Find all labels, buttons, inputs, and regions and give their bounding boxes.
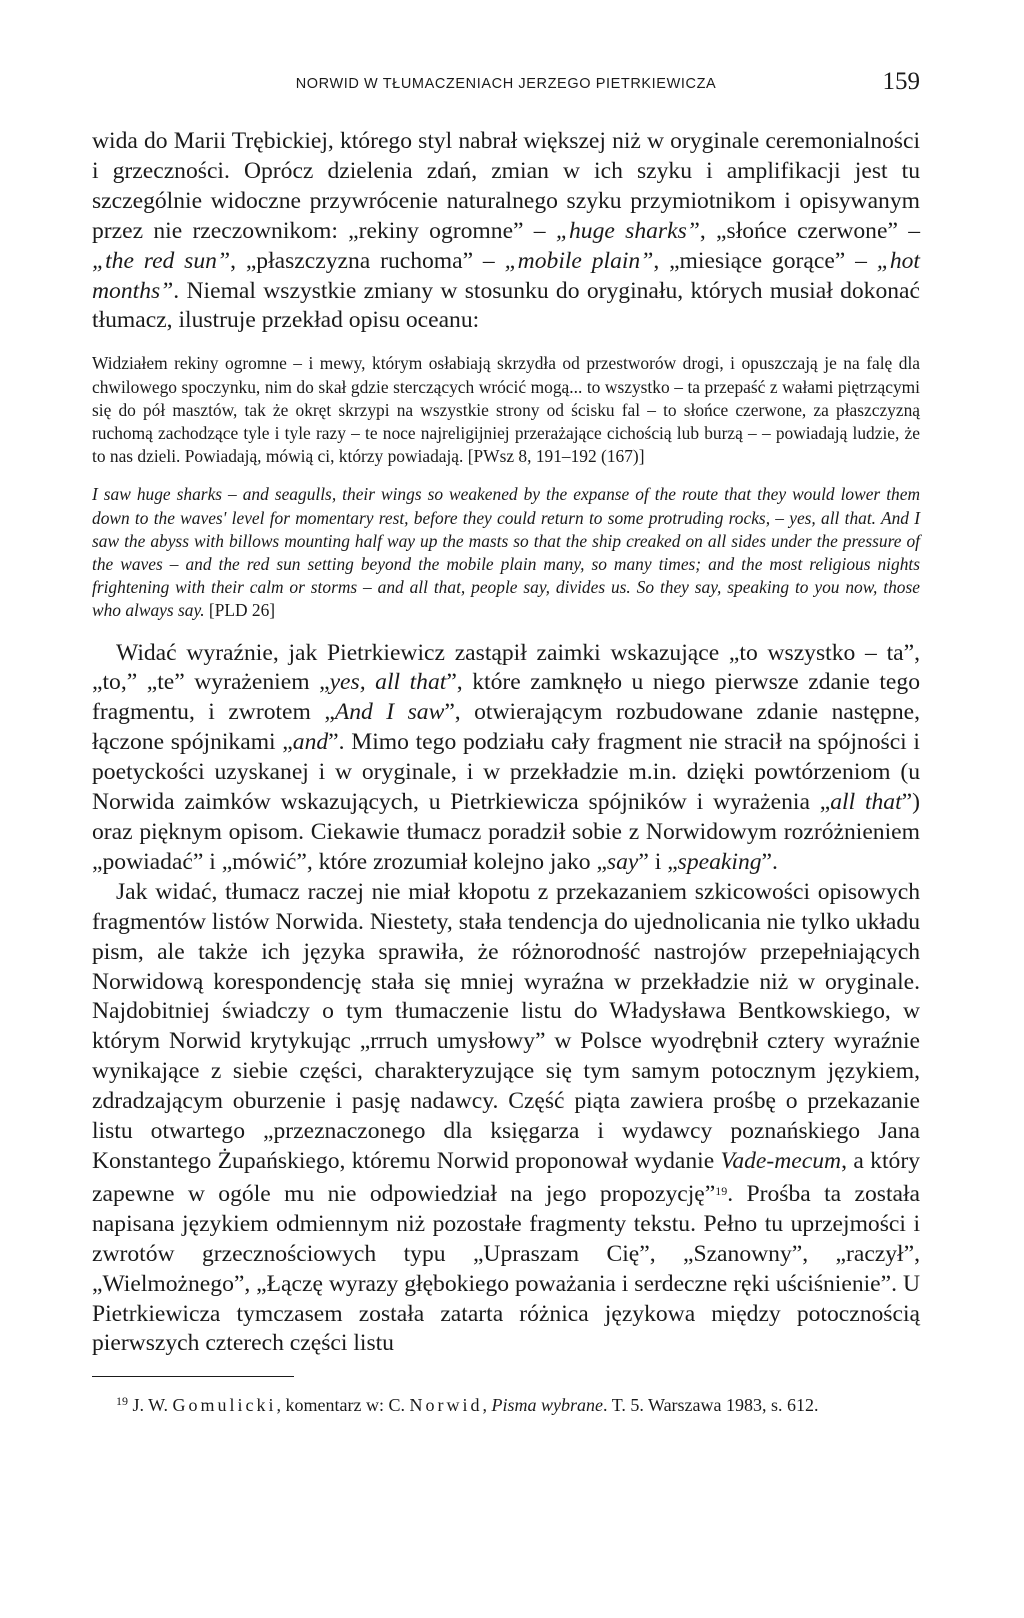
block-quote-english (92, 483, 920, 622)
block-quote-polish (92, 352, 920, 468)
text-run: ” i „ (638, 848, 678, 875)
footnote (92, 1389, 920, 1418)
footnote-number: 19 (116, 1394, 128, 1409)
text-run: Widać wyraźnie, jak Pietrkiewicz zastąpił zaimki wskazujące „to wszystko – ta”, „to,” „te” wyrażeniem „ (92, 639, 920, 696)
emphasis: Vade-mecum (720, 1147, 842, 1174)
text-run: . Prośba ta została napisana językiem odmiennym niż pozostałe fragmenty tekstu. Pełno tu uprzejmości i zwrotów grzecznościowych typu „Upraszam Cię”, „Szanowny”, „raczył”, „Wielmożnego”, „Łączę wyrazy głębokiego poważania i serdeczne ręki uściśnienie”. U Pietrkiewicza tymczasem została zatarta różnica językowa między potocznością pierwszych czterech części listu (92, 1180, 920, 1357)
main-text (92, 639, 920, 1360)
footnote-editor: Norwid (409, 1395, 483, 1416)
intro-paragraph (92, 127, 920, 336)
emphasis: „huge sharks” (555, 217, 700, 244)
paragraph-2 (92, 639, 920, 878)
text-run: , a który zapewne w ogóle mu nie odpowiedział na jego propozycję” (92, 1147, 920, 1207)
text-run: , (482, 1395, 492, 1416)
emphasis: say (606, 848, 639, 875)
footnote-separator (92, 1376, 294, 1377)
page-number: 159 (882, 68, 920, 95)
emphasis: speaking (677, 848, 762, 875)
text-run: J. W. (128, 1395, 173, 1416)
text-run: , „płaszczyzna ruchoma” – (230, 247, 505, 274)
footnote-title: Pisma wybrane (491, 1395, 604, 1416)
text-run: ”) oraz pięknym opisom. Ciekawie tłumacz poradził sobie z Norwidowym rozróżnieniem „powiadać” i „mówić”, które zrozumiał kolejno jako „ (92, 789, 921, 875)
emphasis: „hot months” (92, 247, 920, 304)
text-run: wida do Marii Trębickiej, którego styl nabrał większej niż w oryginale ceremonialności i grzeczności. Oprócz dzielenia zdań, zmian w ich szyku i amplifikacji jest tu szczególnie widoczne przywrócenie naturalnego szyku przymiotnikom i opisywanym przez nie rzeczownikom: „rekiny ogromne” – (92, 128, 920, 244)
text-run: . T. 5. Warszawa 1983, s. 612. (603, 1395, 819, 1416)
text-run: , komentarz w: C. (276, 1395, 410, 1416)
text-run: ”. Mimo tego podziału cały fragment nie stracił na spójności i poetyckości uzyskanej i w oryginale, i w przekładzie m.in. dzięki powtórzeniom (u Norwida zaimków wskazujących, u Pietrkiewicza spójników i wyrażenia „ (92, 729, 920, 816)
footnote-reference: 19 (715, 1183, 728, 1198)
emphasis: „mobile plain” (504, 247, 654, 274)
emphasis: „the red sun” (92, 247, 231, 274)
quote-english-text: I saw huge sharks – and seagulls, their wings so weakened by the expanse of the route that they would lower them down to the waves' level for momentary rest, before they could return to some protruding rocks, – yes, all that. And I saw the abyss with billows mounting half way up the masts so that the ship creaked on all sides under the pressure of the waves – and the red sun setting beyond the mobile plain many, so many times; and the most religious nights frightening with their calm or storms – and all that, people say, divides us. So they say, speaking to you now, those who always say. (92, 484, 920, 621)
emphasis: And I saw (334, 699, 445, 726)
running-title: NORWID W TŁUMACZENIACH JERZEGO PIETRKIEWICZA (295, 76, 717, 92)
emphasis: all that (830, 789, 902, 816)
emphasis: and (292, 729, 329, 756)
paragraph-3 (92, 878, 920, 1360)
emphasis: yes, all that (329, 669, 447, 696)
quote-reference: [PLD 26] (204, 600, 276, 621)
text-run: ”, otwierającym rozbudowane zdanie następne, łączone spójnikami „ (92, 699, 921, 756)
text-run: , „słońce czerwone” – (699, 217, 920, 244)
quote-polish-text: Widziałem rekiny ogromne – i mewy, którym osłabiają skrzydła od przestworów drogi, i opuszczają je na falę dla chwilowego spoczynku, nim do skał gdzie sterczących wrócić mogą... to wszystko – ta przepaść z wałami piętrzącymi się do pół masztów, tak że okręt skrzypi na wszystkie strony od ścisku fal – to słońce czerwone, za płaszczyzną ruchomą zachodzące tyle i tyle razy – te noce najreligijniej przerażające cichością lub burzą – – powiadają ludzie, że to nas dzieli. Powiadają, mówią ci, którzy powiadają. [PWsz 8, 191–192 (167)] (92, 353, 920, 467)
footnote-author: Gomulicki (172, 1395, 277, 1416)
text-run: . Niemal wszystkie zmiany w stosunku do oryginału, których musiał dokonać tłumacz, ilustruje przekład opisu oceanu: (92, 277, 920, 334)
text-run: ”. (761, 848, 778, 875)
text-run: ”, które zamknęło u niego pierwsze zdanie tego fragmentu, i zwrotem „ (92, 669, 920, 726)
text-run: , „miesiące gorące” – (653, 247, 877, 274)
page (92, 60, 920, 1418)
running-head (92, 60, 920, 100)
text-run: Jak widać, tłumacz raczej nie miał kłopotu z przekazaniem szkicowości opisowych fragmentów listów Norwida. Niestety, stała tendencja do ujednolicania nie tylko układu pism, ale także ich języka sprawiła, że różnorodność nastrojów przepełniających Norwidową korespondencję stała się mniej wyraźna w przekładzie niż w oryginale. Najdobitniej świadczy o tym tłumaczenie listu do Władysława Bentkowskiego, w którym Norwid krytykując „rrruch umysłowy” w Polsce wyodrębnił cztery wyraźnie wynikające z siebie części, charakteryzujące się tym samym potocznym językiem, zdradzającym oburzenie i pasję nadawcy. Część piąta zawiera prośbę o przekazanie listu otwartego „przeznaczonego dla księgarza i wydawcy poznańskiego Jana Konstantego Żupańskiego, któremu Norwid proponował wydanie (92, 878, 920, 1174)
